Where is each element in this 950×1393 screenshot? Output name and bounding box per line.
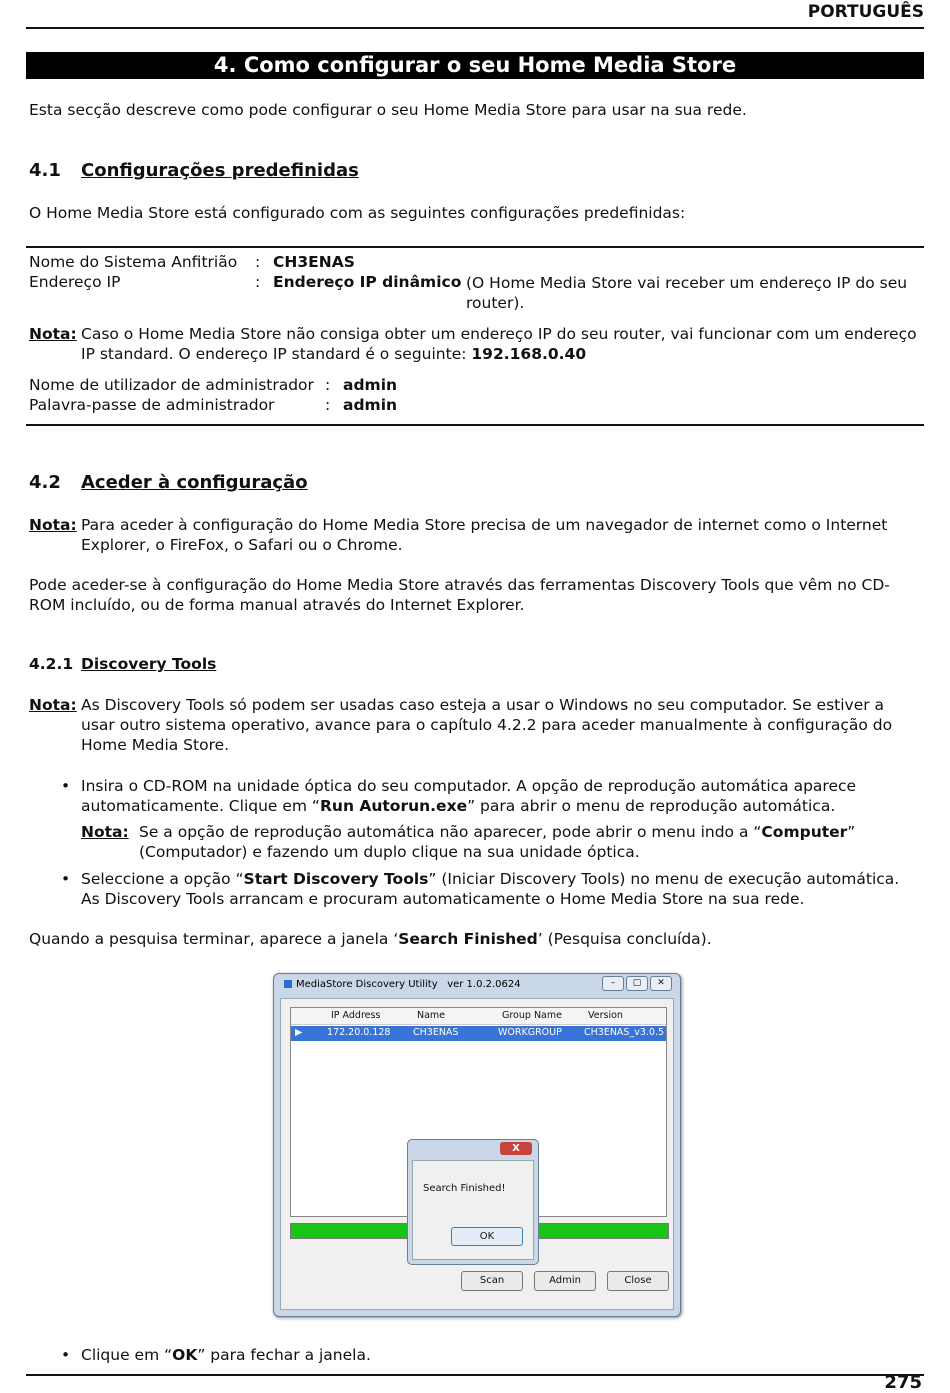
admin-user-label: Nome de utilizador de administrador [29,376,314,394]
cell-ip: 172.20.0.128 [327,1027,391,1038]
col-version[interactable]: Version [588,1010,623,1021]
list-header [291,1008,666,1025]
bullet-bold: OK [172,1346,198,1364]
footer-rule [26,1374,924,1376]
ip-label: Endereço IP [29,273,121,291]
section-title: Aceder à configuração [81,472,308,493]
window-title-text: MediaStore Discovery Utility [296,979,438,990]
maximize-icon[interactable]: ▢ [626,976,648,991]
autorun-note [81,822,920,862]
access-paragraph: Pode aceder-se à configuração do Home Media Store através das ferramentas Discovery Tools que vêm no CD-ROM incluído, ou de forma manual através do Internet Explorer. [29,576,890,614]
table-row[interactable] [291,1026,666,1041]
nota-text: Para aceder à configuração do Home Media Store precisa de um navegador de internet como o Internet Explorer, o FireFox, o Safari ou o Chrome. [81,516,888,554]
section-title: Configurações predefinidas [81,160,359,181]
close-icon[interactable]: ✕ [650,976,672,991]
bullet-text: ” (Iniciar Discovery Tools) no menu de execução automática. As Discovery Tools arrancam e procuram automaticamente o Home Media Store na sua rede. [81,870,900,908]
section-number: 4.2.1 [29,655,74,673]
nota-label: Nota: [81,823,129,841]
host-value: CH3ENAS [273,253,355,271]
window-body [280,998,674,1310]
bullet-bold: Run Autorun.exe [319,797,468,815]
close-button[interactable]: Close [607,1271,669,1291]
window-controls [600,976,672,994]
cell-group: WORKGROUP [498,1027,562,1038]
text: Quando a pesquisa terminar, aparece a janela ‘ [29,930,399,948]
colon: : [255,253,261,271]
row-pointer-icon: ▶ [295,1027,303,1038]
host-label: Nome do Sistema Anfitrião [29,253,238,271]
nota-label: Nota: [29,325,77,343]
bullet-text: Insira o CD-ROM na unidade óptica do seu computador. A opção de reprodução automática aparece automaticamente. Clique em “ [81,777,857,815]
text-bold: Search Finished [398,930,538,948]
section-4-2-1-heading [29,655,216,673]
bullet-insert-cd [63,776,920,816]
nota-label: Nota: [29,516,77,534]
dialog-message: Search Finished! [423,1183,506,1194]
nota-text: Caso o Home Media Store não consiga obter um endereço IP do seu router, vai funcionar com um endereço IP standard. O endereço IP standard é o seguinte: [81,325,917,363]
defaults-lead: O Home Media Store está configurado com as seguintes configurações predefinidas: [29,204,686,222]
nota-text: As Discovery Tools só podem ser usadas caso esteja a usar o Windows no seu computador. Se estiver a usar outro sistema operativo, avance para o capítulo 4.2.2 para aceder manualmente à configuração do Home Media Store. [81,696,893,754]
default-ip-note [29,324,920,364]
colon: : [255,273,261,291]
colon: : [325,396,331,414]
section-number: 4.2 [29,472,61,493]
dialog-body [412,1160,534,1260]
nota-text: ” (Computador) e fazendo um duplo clique na sua unidade óptica. [139,823,856,861]
text: ’ (Pesquisa concluída). [537,930,712,948]
bullet-click-ok [63,1345,920,1365]
page-number: 275 [884,1372,922,1393]
browser-note [29,515,920,555]
admin-pass-label: Palavra-passe de administrador [29,396,275,414]
bullet-dot-icon: • [61,777,71,795]
admin-button[interactable]: Admin [534,1271,596,1291]
ip-note: (O Home Media Store vai receber um endereço IP do seu router). [466,274,908,312]
intro-text: Esta secção descreve como pode configurar o seu Home Media Store para usar na sua rede. [29,101,747,119]
defaults-top-rule [26,246,924,248]
minimize-icon[interactable]: – [602,976,624,991]
nota-label: Nota: [29,696,77,714]
admin-pass-value: admin [343,396,398,414]
language-header: PORTUGUÊS [807,2,924,22]
cell-version: CH3ENAS_v3.0.5 [584,1027,665,1038]
admin-user-value: admin [343,376,398,394]
bullet-text: ” para fechar a janela. [197,1346,371,1364]
header-rule [26,27,924,29]
bullet-text: ” para abrir o menu de reprodução automática. [467,797,836,815]
dialog-close-icon[interactable]: X [500,1142,532,1155]
bullet-dot-icon: • [61,870,71,888]
window-version: ver 1.0.2.0624 [447,979,521,990]
colon: : [325,376,331,394]
search-finished-dialog [407,1139,539,1265]
search-finished-text [29,929,924,949]
ok-button[interactable]: OK [451,1227,523,1246]
col-group[interactable]: Group Name [502,1010,562,1021]
window-title [284,979,521,990]
section-4-1-heading [29,160,359,181]
bullet-dot-icon: • [61,1346,71,1364]
discovery-utility-window [273,973,681,1317]
bullet-text: Seleccione a opção “ [81,870,244,888]
bullet-text: Clique em “ [81,1346,173,1364]
app-icon [284,980,292,988]
nota-bold: Computer [761,823,848,841]
cell-name: CH3ENAS [413,1027,459,1038]
col-ip[interactable]: IP Address [331,1010,381,1021]
section-4-2-heading [29,472,308,493]
windows-note [29,695,920,755]
default-ip: 192.168.0.40 [471,345,587,363]
section-title: Discovery Tools [81,655,217,673]
nota-text: Se a opção de reprodução automática não aparecer, pode abrir o menu indo a “ [139,823,762,841]
scan-button[interactable]: Scan [461,1271,523,1291]
bullet-start-discovery [63,869,920,909]
bullet-bold: Start Discovery Tools [243,870,429,888]
ip-value: Endereço IP dinâmico [273,273,462,291]
col-name[interactable]: Name [417,1010,446,1021]
section-number: 4.1 [29,160,61,181]
defaults-bottom-rule [26,424,924,426]
chapter-title: 4. Como configurar o seu Home Media Store [26,52,924,79]
